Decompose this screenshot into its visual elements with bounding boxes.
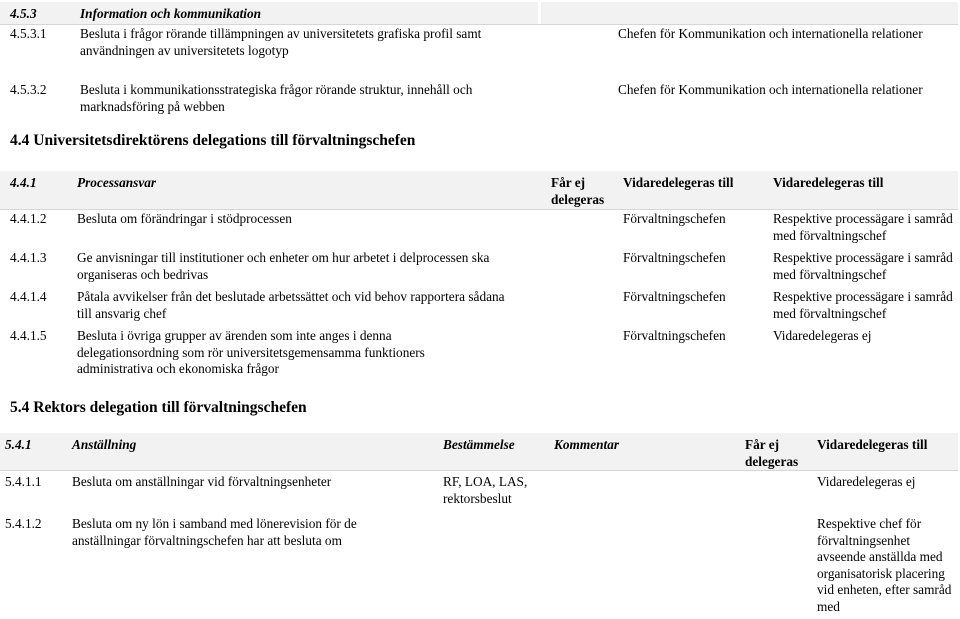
table2-row4-num: 4.4.1.5 [10,328,47,343]
table2-row3-further: Respektive processägare i samråd med förvaltningschef [773,289,953,321]
table3-divider [0,470,958,471]
table3-row2-text: Besluta om ny lön i samband med lönerevision för de anställningar förvaltningschefen har att besluta om [72,516,357,548]
table1-row2-num: 4.5.3.2 [10,82,47,97]
table3-row1-bestammelse: RF, LOA, LAS, rektorsbeslut [443,474,528,506]
table1-row2-delegate: Chefen för Kommunikation och internationella relationer [618,82,923,97]
table2-row4-text: Besluta i övriga grupper av ärenden som inte anges i denna delegationsordning som rör universitetsgemensamma funktioners administrativa och ekonomiska frågor [77,328,425,376]
table1-row2-text: Besluta i kommunikationsstrategiska frågor rörande struktur, innehåll och marknadsföring på webben [80,82,473,114]
table2-header-faar-ej: Får ej delegeras [551,175,605,207]
table2-header-vidare2: Vidaredelegeras till [773,175,884,190]
table3-header-faar-ej: Får ej delegeras [745,437,799,469]
table2-row2-further: Respektive processägare i samråd med förvaltningschef [773,250,953,282]
table2-row2-text: Ge anvisningar till institutioner och enheter om hur arbetet i delprocessen ska organiseras och bedrivas [77,250,490,282]
table3-row1-text: Besluta om anställningar vid förvaltningsenheter [72,474,332,489]
table1-row1-num: 4.5.3.1 [10,26,47,41]
section-4-4-title: 4.4 Universitetsdirektörens delegations till förvaltningschefen [10,132,416,149]
table2-row2-delegate: Förvaltningschefen [623,250,726,265]
table3-row2-num: 5.4.1.2 [5,516,42,531]
table1-row1-text: Besluta i frågor rörande tillämpningen av universitetets grafiska profil samt användningen av universitetets logotyp [80,26,482,58]
table1-divider [0,24,958,25]
table1-header-bar-right [541,2,958,24]
table2-row2-num: 4.4.1.3 [10,250,47,265]
table2-row1-text: Besluta om förändringar i stödprocessen [77,211,292,226]
table2-row3-delegate: Förvaltningschefen [623,289,726,304]
table2-divider [0,209,958,210]
table3-header-kommentar: Kommentar [554,437,620,452]
table3-row1-further: Vidaredelegeras ej [817,474,916,489]
table2-row3-text: Påtala avvikelser från det beslutade arbetssättet och vid behov rapportera sådana till ansvarig chef [77,289,505,321]
table3-header-bestammelse: Bestämmelse [443,437,515,452]
table2-row1-delegate: Förvaltningschefen [623,211,726,226]
table1-header-title: Information och kommunikation [80,6,262,21]
table2-row1-further: Respektive processägare i samråd med förvaltningschef [773,211,953,243]
table2-row1-num: 4.4.1.2 [10,211,47,226]
table2-header-vidare: Vidaredelegeras till [623,175,734,190]
table1-row1-delegate: Chefen för Kommunikation och internationella relationer [618,26,923,41]
table3-row2-further: Respektive chef för förvaltningsenhet avseende anställda med organisatorisk placering vid enheten, efter samråd med [817,516,952,614]
table3-header-title: Anställning [72,437,137,452]
table2-header-num: 4.4.1 [10,175,37,190]
table2-header-title: Processansvar [77,175,157,190]
table1-header-num: 4.5.3 [10,6,37,21]
table2-row3-num: 4.4.1.4 [10,289,47,304]
section-5-4-title: 5.4 Rektors delegation till förvaltningschefen [10,399,307,416]
table2-row4-further: Vidaredelegeras ej [773,328,872,343]
table3-header-vidare: Vidaredelegeras till [817,437,928,452]
table3-header-num: 5.4.1 [5,437,32,452]
table2-row4-delegate: Förvaltningschefen [623,328,726,343]
table3-row1-num: 5.4.1.1 [5,474,42,489]
